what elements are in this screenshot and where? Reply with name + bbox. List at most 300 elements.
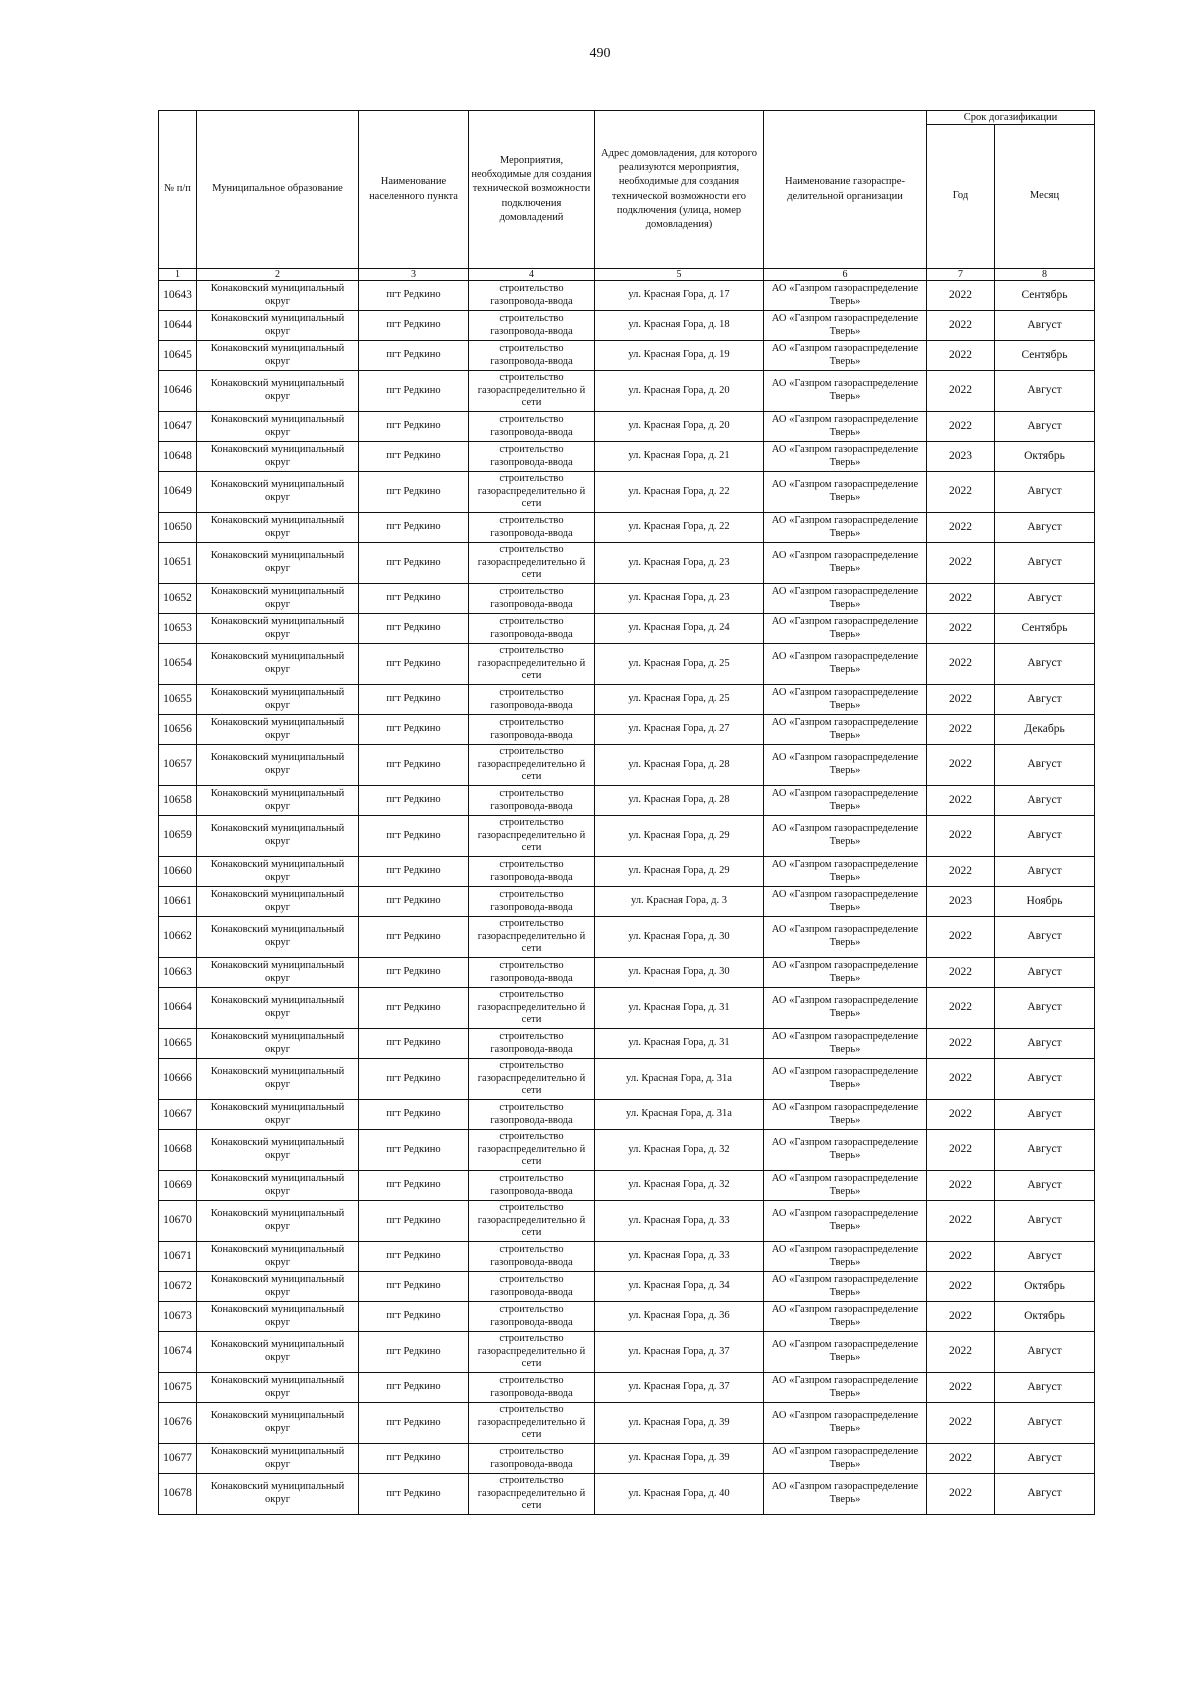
- table-row: [159, 857, 1095, 887]
- month-cell: Август: [995, 745, 1095, 786]
- header-municipality: Муниципальное образование: [197, 111, 359, 269]
- settlement-cell: пгт Редкино: [359, 281, 469, 311]
- org-cell: АО «Газпром газораспределение Тверь»: [764, 1100, 927, 1130]
- month-cell: Август: [995, 1100, 1095, 1130]
- municipality-cell: Конаковский муниципальный округ: [197, 1100, 359, 1130]
- row-number: 10653: [159, 614, 197, 644]
- org-cell: АО «Газпром газораспределение Тверь»: [764, 1332, 927, 1373]
- address-cell: ул. Красная Гора, д. 31а: [595, 1059, 764, 1100]
- measures-cell: строительство газопровода-ввода: [469, 1272, 595, 1302]
- header-year: Год: [927, 125, 995, 269]
- row-number: 10675: [159, 1373, 197, 1403]
- address-cell: ул. Красная Гора, д. 33: [595, 1201, 764, 1242]
- address-cell: ул. Красная Гора, д. 3: [595, 887, 764, 917]
- settlement-cell: пгт Редкино: [359, 412, 469, 442]
- row-number: 10673: [159, 1302, 197, 1332]
- address-cell: ул. Красная Гора, д. 27: [595, 715, 764, 745]
- settlement-cell: пгт Редкино: [359, 1029, 469, 1059]
- header-address: Адрес домовладения, для которого реализуются мероприятия, необходимые для создания технической возможности его подключения (улица, номер домовладения): [595, 111, 764, 269]
- org-cell: АО «Газпром газораспределение Тверь»: [764, 1242, 927, 1272]
- settlement-cell: пгт Редкино: [359, 614, 469, 644]
- table-row: [159, 958, 1095, 988]
- month-cell: Октябрь: [995, 442, 1095, 472]
- settlement-cell: пгт Редкино: [359, 745, 469, 786]
- column-number: 5: [595, 269, 764, 281]
- table-row: [159, 614, 1095, 644]
- org-cell: АО «Газпром газораспределение Тверь»: [764, 685, 927, 715]
- settlement-cell: пгт Редкино: [359, 685, 469, 715]
- year-cell: 2022: [927, 341, 995, 371]
- year-cell: 2022: [927, 1444, 995, 1474]
- settlement-cell: пгт Редкино: [359, 1403, 469, 1444]
- year-cell: 2022: [927, 1332, 995, 1373]
- table-row: [159, 1474, 1095, 1515]
- measures-cell: строительство газопровода-ввода: [469, 1242, 595, 1272]
- settlement-cell: пгт Редкино: [359, 341, 469, 371]
- address-cell: ул. Красная Гора, д. 39: [595, 1444, 764, 1474]
- month-cell: Октябрь: [995, 1302, 1095, 1332]
- row-number: 10669: [159, 1171, 197, 1201]
- settlement-cell: пгт Редкино: [359, 311, 469, 341]
- settlement-cell: пгт Редкино: [359, 584, 469, 614]
- org-cell: АО «Газпром газораспределение Тверь»: [764, 644, 927, 685]
- municipality-cell: Конаковский муниципальный округ: [197, 745, 359, 786]
- municipality-cell: Конаковский муниципальный округ: [197, 1171, 359, 1201]
- org-cell: АО «Газпром газораспределение Тверь»: [764, 442, 927, 472]
- month-cell: Август: [995, 1059, 1095, 1100]
- org-cell: АО «Газпром газораспределение Тверь»: [764, 1201, 927, 1242]
- row-number: 10662: [159, 917, 197, 958]
- address-cell: ул. Красная Гора, д. 18: [595, 311, 764, 341]
- settlement-cell: пгт Редкино: [359, 857, 469, 887]
- measures-cell: строительство газораспределительно й сети: [469, 988, 595, 1029]
- municipality-cell: Конаковский муниципальный округ: [197, 1242, 359, 1272]
- row-number: 10656: [159, 715, 197, 745]
- page-number: 490: [589, 46, 611, 61]
- month-cell: Август: [995, 644, 1095, 685]
- table-header: [159, 111, 1095, 281]
- address-cell: ул. Красная Гора, д. 40: [595, 1474, 764, 1515]
- table-row: [159, 472, 1095, 513]
- measures-cell: строительство газопровода-ввода: [469, 1171, 595, 1201]
- month-cell: Декабрь: [995, 715, 1095, 745]
- settlement-cell: пгт Редкино: [359, 1171, 469, 1201]
- measures-cell: строительство газораспределительно й сети: [469, 1059, 595, 1100]
- municipality-cell: Конаковский муниципальный округ: [197, 988, 359, 1029]
- row-number: 10645: [159, 341, 197, 371]
- row-number: 10668: [159, 1130, 197, 1171]
- row-number: 10676: [159, 1403, 197, 1444]
- table-row: [159, 1171, 1095, 1201]
- year-cell: 2022: [927, 1272, 995, 1302]
- municipality-cell: Конаковский муниципальный округ: [197, 1201, 359, 1242]
- year-cell: 2022: [927, 1403, 995, 1444]
- address-cell: ул. Красная Гора, д. 21: [595, 442, 764, 472]
- table-row: [159, 715, 1095, 745]
- municipality-cell: Конаковский муниципальный округ: [197, 281, 359, 311]
- measures-cell: строительство газопровода-ввода: [469, 887, 595, 917]
- month-cell: Август: [995, 1403, 1095, 1444]
- municipality-cell: Конаковский муниципальный округ: [197, 1302, 359, 1332]
- address-cell: ул. Красная Гора, д. 31: [595, 988, 764, 1029]
- table-row: [159, 1130, 1095, 1171]
- table-row: [159, 1373, 1095, 1403]
- measures-cell: строительство газопровода-ввода: [469, 1100, 595, 1130]
- settlement-cell: пгт Редкино: [359, 513, 469, 543]
- org-cell: АО «Газпром газораспределение Тверь»: [764, 1171, 927, 1201]
- address-cell: ул. Красная Гора, д. 28: [595, 745, 764, 786]
- table-row: [159, 341, 1095, 371]
- org-cell: АО «Газпром газораспределение Тверь»: [764, 1302, 927, 1332]
- column-number: 3: [359, 269, 469, 281]
- measures-cell: строительство газопровода-ввода: [469, 1029, 595, 1059]
- municipality-cell: Конаковский муниципальный округ: [197, 1332, 359, 1373]
- month-cell: Сентябрь: [995, 281, 1095, 311]
- org-cell: АО «Газпром газораспределение Тверь»: [764, 745, 927, 786]
- municipality-cell: Конаковский муниципальный округ: [197, 543, 359, 584]
- year-cell: 2022: [927, 281, 995, 311]
- org-cell: АО «Газпром газораспределение Тверь»: [764, 1130, 927, 1171]
- municipality-cell: Конаковский муниципальный округ: [197, 1130, 359, 1171]
- org-cell: АО «Газпром газораспределение Тверь»: [764, 786, 927, 816]
- municipality-cell: Конаковский муниципальный округ: [197, 371, 359, 412]
- year-cell: 2022: [927, 958, 995, 988]
- settlement-cell: пгт Редкино: [359, 442, 469, 472]
- year-cell: 2022: [927, 371, 995, 412]
- month-cell: Август: [995, 685, 1095, 715]
- measures-cell: строительство газораспределительно й сети: [469, 1474, 595, 1515]
- row-number: 10644: [159, 311, 197, 341]
- row-number: 10643: [159, 281, 197, 311]
- month-cell: Август: [995, 786, 1095, 816]
- table-row: [159, 442, 1095, 472]
- month-cell: Сентябрь: [995, 341, 1095, 371]
- row-number: 10657: [159, 745, 197, 786]
- address-cell: ул. Красная Гора, д. 32: [595, 1171, 764, 1201]
- municipality-cell: Конаковский муниципальный округ: [197, 644, 359, 685]
- row-number: 10667: [159, 1100, 197, 1130]
- year-cell: 2022: [927, 988, 995, 1029]
- org-cell: АО «Газпром газораспределение Тверь»: [764, 958, 927, 988]
- table-row: [159, 1403, 1095, 1444]
- month-cell: Август: [995, 816, 1095, 857]
- measures-cell: строительство газораспределительно й сети: [469, 644, 595, 685]
- row-number: 10655: [159, 685, 197, 715]
- municipality-cell: Конаковский муниципальный округ: [197, 513, 359, 543]
- address-cell: ул. Красная Гора, д. 31а: [595, 1100, 764, 1130]
- org-cell: АО «Газпром газораспределение Тверь»: [764, 371, 927, 412]
- municipality-cell: Конаковский муниципальный округ: [197, 311, 359, 341]
- table-row: [159, 543, 1095, 584]
- table-row: [159, 1272, 1095, 1302]
- org-cell: АО «Газпром газораспределение Тверь»: [764, 715, 927, 745]
- year-cell: 2022: [927, 1059, 995, 1100]
- municipality-cell: Конаковский муниципальный округ: [197, 1272, 359, 1302]
- year-cell: 2022: [927, 1029, 995, 1059]
- measures-cell: строительство газопровода-ввода: [469, 311, 595, 341]
- year-cell: 2022: [927, 513, 995, 543]
- address-cell: ул. Красная Гора, д. 30: [595, 917, 764, 958]
- measures-cell: строительство газопровода-ввода: [469, 442, 595, 472]
- address-cell: ул. Красная Гора, д. 23: [595, 543, 764, 584]
- org-cell: АО «Газпром газораспределение Тверь»: [764, 1272, 927, 1302]
- table-row: [159, 1059, 1095, 1100]
- row-number: 10658: [159, 786, 197, 816]
- year-cell: 2022: [927, 311, 995, 341]
- year-cell: 2022: [927, 543, 995, 584]
- year-cell: 2022: [927, 1302, 995, 1332]
- month-cell: Август: [995, 1373, 1095, 1403]
- settlement-cell: пгт Редкино: [359, 1302, 469, 1332]
- org-cell: АО «Газпром газораспределение Тверь»: [764, 1444, 927, 1474]
- measures-cell: строительство газопровода-ввода: [469, 281, 595, 311]
- measures-cell: строительство газопровода-ввода: [469, 685, 595, 715]
- measures-cell: строительство газопровода-ввода: [469, 786, 595, 816]
- table-row: [159, 1332, 1095, 1373]
- settlement-cell: пгт Редкино: [359, 816, 469, 857]
- year-cell: 2022: [927, 412, 995, 442]
- org-cell: АО «Газпром газораспределение Тверь»: [764, 614, 927, 644]
- year-cell: 2022: [927, 685, 995, 715]
- address-cell: ул. Красная Гора, д. 28: [595, 786, 764, 816]
- settlement-cell: пгт Редкино: [359, 1474, 469, 1515]
- municipality-cell: Конаковский муниципальный округ: [197, 584, 359, 614]
- header-no: № п/п: [159, 111, 197, 269]
- org-cell: АО «Газпром газораспределение Тверь»: [764, 341, 927, 371]
- address-cell: ул. Красная Гора, д. 30: [595, 958, 764, 988]
- address-cell: ул. Красная Гора, д. 22: [595, 513, 764, 543]
- address-cell: ул. Красная Гора, д. 36: [595, 1302, 764, 1332]
- org-cell: АО «Газпром газораспределение Тверь»: [764, 513, 927, 543]
- municipality-cell: Конаковский муниципальный округ: [197, 472, 359, 513]
- address-cell: ул. Красная Гора, д. 31: [595, 1029, 764, 1059]
- settlement-cell: пгт Редкино: [359, 371, 469, 412]
- settlement-cell: пгт Редкино: [359, 1272, 469, 1302]
- settlement-cell: пгт Редкино: [359, 1059, 469, 1100]
- settlement-cell: пгт Редкино: [359, 715, 469, 745]
- row-number: 10663: [159, 958, 197, 988]
- table-row: [159, 371, 1095, 412]
- address-cell: ул. Красная Гора, д. 25: [595, 685, 764, 715]
- month-cell: Август: [995, 543, 1095, 584]
- address-cell: ул. Красная Гора, д. 37: [595, 1332, 764, 1373]
- row-number: 10651: [159, 543, 197, 584]
- measures-cell: строительство газораспределительно й сети: [469, 472, 595, 513]
- measures-cell: строительство газораспределительно й сети: [469, 1201, 595, 1242]
- row-number: 10648: [159, 442, 197, 472]
- settlement-cell: пгт Редкино: [359, 472, 469, 513]
- municipality-cell: Конаковский муниципальный округ: [197, 685, 359, 715]
- measures-cell: строительство газопровода-ввода: [469, 341, 595, 371]
- table-row: [159, 988, 1095, 1029]
- org-cell: АО «Газпром газораспределение Тверь»: [764, 917, 927, 958]
- year-cell: 2022: [927, 857, 995, 887]
- municipality-cell: Конаковский муниципальный округ: [197, 857, 359, 887]
- gasification-table: [158, 110, 1095, 1515]
- month-cell: Август: [995, 1029, 1095, 1059]
- header-settlement: Наименование населенного пункта: [359, 111, 469, 269]
- table-row: [159, 513, 1095, 543]
- address-cell: ул. Красная Гора, д. 17: [595, 281, 764, 311]
- address-cell: ул. Красная Гора, д. 32: [595, 1130, 764, 1171]
- month-cell: Август: [995, 1171, 1095, 1201]
- table-row: [159, 1302, 1095, 1332]
- column-number: 8: [995, 269, 1095, 281]
- table-row: [159, 745, 1095, 786]
- table-row: [159, 1444, 1095, 1474]
- table-body: [159, 281, 1095, 1515]
- org-cell: АО «Газпром газораспределение Тверь»: [764, 281, 927, 311]
- municipality-cell: Конаковский муниципальный округ: [197, 1403, 359, 1444]
- row-number: 10652: [159, 584, 197, 614]
- year-cell: 2022: [927, 1201, 995, 1242]
- month-cell: Август: [995, 917, 1095, 958]
- org-cell: АО «Газпром газораспределение Тверь»: [764, 1474, 927, 1515]
- measures-cell: строительство газопровода-ввода: [469, 412, 595, 442]
- column-number: 4: [469, 269, 595, 281]
- address-cell: ул. Красная Гора, д. 20: [595, 412, 764, 442]
- municipality-cell: Конаковский муниципальный округ: [197, 715, 359, 745]
- month-cell: Август: [995, 1242, 1095, 1272]
- row-number: 10670: [159, 1201, 197, 1242]
- table-row: [159, 412, 1095, 442]
- table-row: [159, 917, 1095, 958]
- header-measures: Мероприятия, необходимые для создания технической возможности подключения домовладений: [469, 111, 595, 269]
- year-cell: 2022: [927, 644, 995, 685]
- org-cell: АО «Газпром газораспределение Тверь»: [764, 887, 927, 917]
- measures-cell: строительство газопровода-ввода: [469, 513, 595, 543]
- address-cell: ул. Красная Гора, д. 39: [595, 1403, 764, 1444]
- address-cell: ул. Красная Гора, д. 19: [595, 341, 764, 371]
- row-number: 10659: [159, 816, 197, 857]
- month-cell: Октябрь: [995, 1272, 1095, 1302]
- org-cell: АО «Газпром газораспределение Тверь»: [764, 412, 927, 442]
- settlement-cell: пгт Редкино: [359, 543, 469, 584]
- row-number: 10660: [159, 857, 197, 887]
- year-cell: 2022: [927, 917, 995, 958]
- measures-cell: строительство газопровода-ввода: [469, 1373, 595, 1403]
- header-month: Месяц: [995, 125, 1095, 269]
- year-cell: 2022: [927, 715, 995, 745]
- org-cell: АО «Газпром газораспределение Тверь»: [764, 1373, 927, 1403]
- column-numbers-row: [159, 269, 1095, 281]
- address-cell: ул. Красная Гора, д. 34: [595, 1272, 764, 1302]
- row-number: 10665: [159, 1029, 197, 1059]
- row-number: 10647: [159, 412, 197, 442]
- column-number: 1: [159, 269, 197, 281]
- table-row: [159, 584, 1095, 614]
- row-number: 10654: [159, 644, 197, 685]
- org-cell: АО «Газпром газораспределение Тверь»: [764, 311, 927, 341]
- municipality-cell: Конаковский муниципальный округ: [197, 1029, 359, 1059]
- table-row: [159, 685, 1095, 715]
- org-cell: АО «Газпром газораспределение Тверь»: [764, 1059, 927, 1100]
- row-number: 10661: [159, 887, 197, 917]
- settlement-cell: пгт Редкино: [359, 1130, 469, 1171]
- org-cell: АО «Газпром газораспределение Тверь»: [764, 584, 927, 614]
- year-cell: 2022: [927, 472, 995, 513]
- address-cell: ул. Красная Гора, д. 23: [595, 584, 764, 614]
- settlement-cell: пгт Редкино: [359, 1242, 469, 1272]
- month-cell: Август: [995, 857, 1095, 887]
- municipality-cell: Конаковский муниципальный округ: [197, 887, 359, 917]
- header-org: Наименование газораспре-делительной организации: [764, 111, 927, 269]
- row-number: 10678: [159, 1474, 197, 1515]
- settlement-cell: пгт Редкино: [359, 786, 469, 816]
- measures-cell: строительство газораспределительно й сети: [469, 745, 595, 786]
- municipality-cell: Конаковский муниципальный округ: [197, 816, 359, 857]
- row-number: 10666: [159, 1059, 197, 1100]
- settlement-cell: пгт Редкино: [359, 917, 469, 958]
- municipality-cell: Конаковский муниципальный округ: [197, 1059, 359, 1100]
- column-number: 2: [197, 269, 359, 281]
- column-number: 7: [927, 269, 995, 281]
- measures-cell: строительство газораспределительно й сети: [469, 816, 595, 857]
- header-deadline: Срок догазификации: [927, 111, 1095, 125]
- year-cell: 2022: [927, 786, 995, 816]
- table-row: [159, 1100, 1095, 1130]
- table-row: [159, 1201, 1095, 1242]
- month-cell: Сентябрь: [995, 614, 1095, 644]
- table-row: [159, 887, 1095, 917]
- measures-cell: строительство газораспределительно й сети: [469, 1130, 595, 1171]
- measures-cell: строительство газопровода-ввода: [469, 1444, 595, 1474]
- month-cell: Ноябрь: [995, 887, 1095, 917]
- measures-cell: строительство газопровода-ввода: [469, 1302, 595, 1332]
- table-row: [159, 1029, 1095, 1059]
- year-cell: 2022: [927, 584, 995, 614]
- settlement-cell: пгт Редкино: [359, 988, 469, 1029]
- municipality-cell: Конаковский муниципальный округ: [197, 412, 359, 442]
- year-cell: 2022: [927, 1171, 995, 1201]
- settlement-cell: пгт Редкино: [359, 958, 469, 988]
- measures-cell: строительство газопровода-ввода: [469, 614, 595, 644]
- row-number: 10677: [159, 1444, 197, 1474]
- month-cell: Август: [995, 584, 1095, 614]
- row-number: 10646: [159, 371, 197, 412]
- month-cell: Август: [995, 1474, 1095, 1515]
- address-cell: ул. Красная Гора, д. 22: [595, 472, 764, 513]
- row-number: 10664: [159, 988, 197, 1029]
- year-cell: 2022: [927, 1242, 995, 1272]
- year-cell: 2022: [927, 1373, 995, 1403]
- table-row: [159, 644, 1095, 685]
- municipality-cell: Конаковский муниципальный округ: [197, 917, 359, 958]
- row-number: 10650: [159, 513, 197, 543]
- measures-cell: строительство газораспределительно й сети: [469, 371, 595, 412]
- measures-cell: строительство газораспределительно й сети: [469, 917, 595, 958]
- year-cell: 2022: [927, 1130, 995, 1171]
- municipality-cell: Конаковский муниципальный округ: [197, 958, 359, 988]
- org-cell: АО «Газпром газораспределение Тверь»: [764, 988, 927, 1029]
- org-cell: АО «Газпром газораспределение Тверь»: [764, 1029, 927, 1059]
- address-cell: ул. Красная Гора, д. 29: [595, 857, 764, 887]
- org-cell: АО «Газпром газораспределение Тверь»: [764, 543, 927, 584]
- settlement-cell: пгт Редкино: [359, 1100, 469, 1130]
- measures-cell: строительство газопровода-ввода: [469, 857, 595, 887]
- column-number: 6: [764, 269, 927, 281]
- address-cell: ул. Красная Гора, д. 20: [595, 371, 764, 412]
- year-cell: 2022: [927, 1474, 995, 1515]
- org-cell: АО «Газпром газораспределение Тверь»: [764, 857, 927, 887]
- municipality-cell: Конаковский муниципальный округ: [197, 1444, 359, 1474]
- year-cell: 2022: [927, 614, 995, 644]
- measures-cell: строительство газораспределительно й сети: [469, 543, 595, 584]
- table-row: [159, 816, 1095, 857]
- month-cell: Август: [995, 311, 1095, 341]
- address-cell: ул. Красная Гора, д. 24: [595, 614, 764, 644]
- gasification-table-container: [158, 110, 1094, 1515]
